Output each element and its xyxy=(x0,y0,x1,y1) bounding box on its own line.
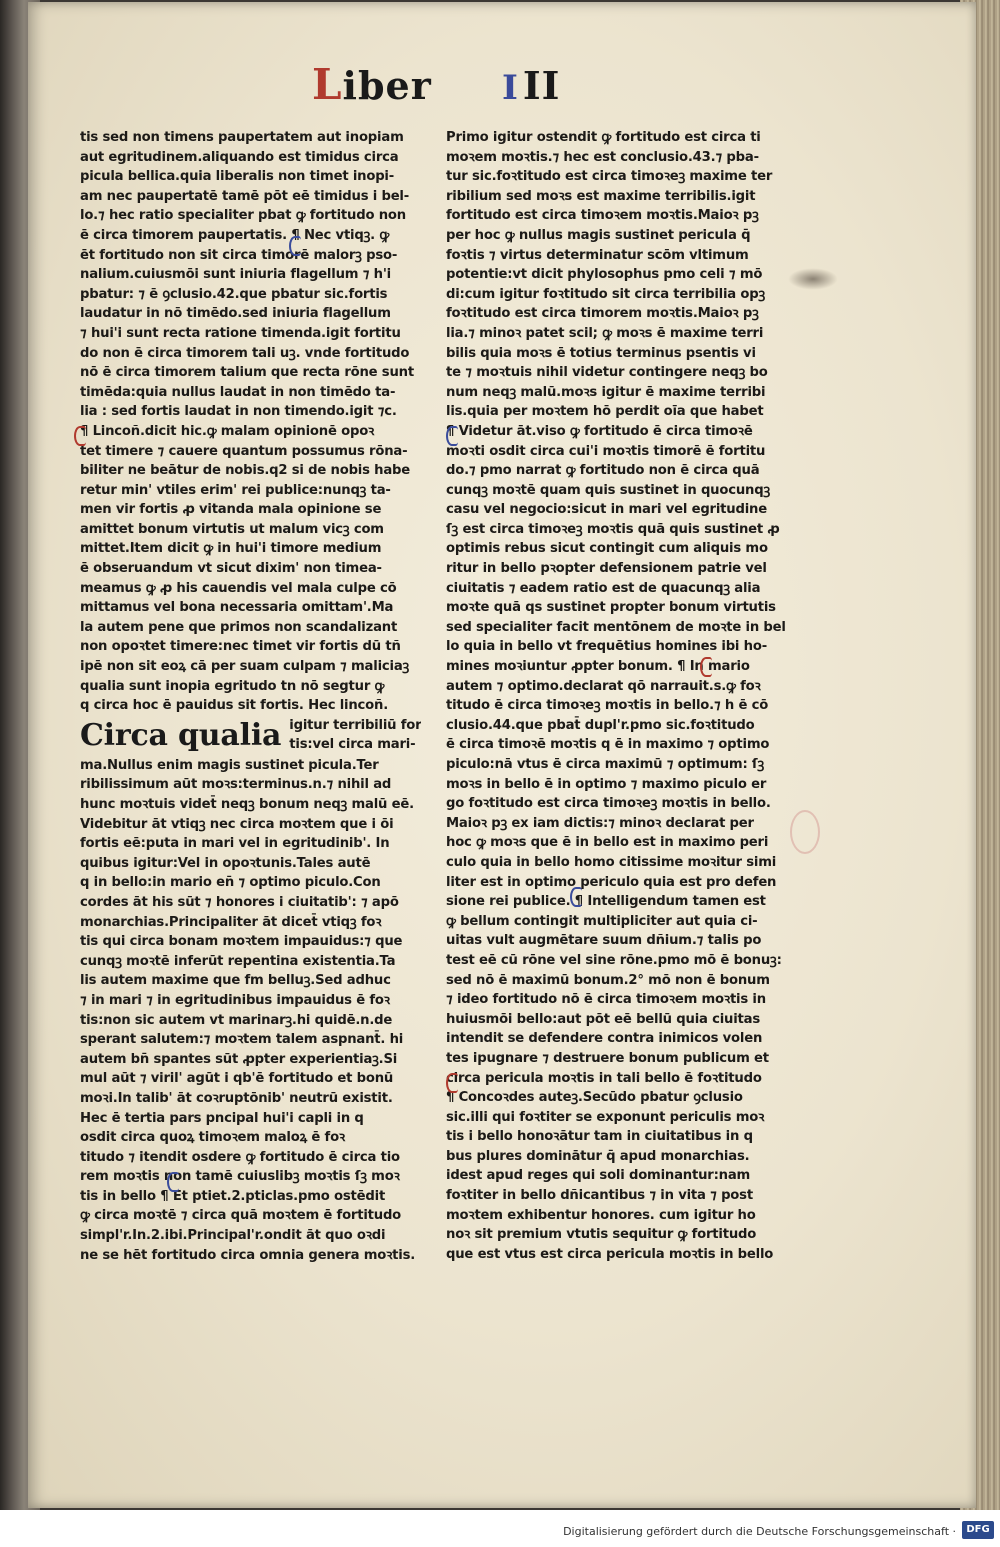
text-line: ⁊ ideo fortitudo nō ē circa timoꝛem moꝛtis in xyxy=(446,992,766,1008)
text-line: fortis eē:puta in mari vel in egritudinib'. In xyxy=(80,836,390,852)
text-line: ſꝫ est circa timoꝛeꝫ moꝛtis quā quis sustinet ꝓ xyxy=(446,521,780,537)
text-line: retur min' vtiles erim' rei publice:nunqꝫ ta- xyxy=(80,482,391,498)
text-line: simpl'r.In.2.ibi.Principal'r.ondit āt quo oꝛdi xyxy=(80,1228,386,1244)
left-column-lines-before xyxy=(80,128,420,716)
text-line: huiusmōi bello:aut pōt eē bellū quia ciuitas xyxy=(446,1011,761,1027)
text-line: pbatur: ⁊ ē ꝯclusio.42.que pbatur sic.fortis xyxy=(80,286,388,302)
text-line: cordes āt his sūt ⁊ honores i ciuitatib': ⁊ apō xyxy=(80,894,399,910)
text-line: la autem pene que primos non scandalizant xyxy=(80,619,398,635)
text-line: moꝛs in bello ē in optimo ⁊ maximo piculo er xyxy=(446,776,767,792)
text-line: laudatur in nō timēdo.sed iniuria flagellum xyxy=(80,306,391,322)
text-line: men vir fortis ꝓ vitanda mala opinione se xyxy=(80,502,382,518)
text-line: ne se hēt fortitudo circa omnia genera moꝛtis. xyxy=(80,1247,416,1263)
text-line: ꝙ circa moꝛtē ⁊ circa quā moꝛtem ē fortitudo xyxy=(80,1208,402,1224)
text-line: ⁊ in mari ⁊ in egritudinibus impauidus ē foꝛ xyxy=(80,992,390,1008)
text-line: q in bello:in mario en̄ ⁊ optimo piculo.Con xyxy=(80,875,381,891)
text-line: tis qui circa bonam moꝛtem impauidus:⁊ que xyxy=(80,934,403,950)
text-line: do.⁊ pmo narrat ꝙ fortitudo non ē circa quā xyxy=(446,463,760,479)
running-head-book-number xyxy=(502,63,560,108)
right-column-lines xyxy=(446,128,794,1264)
text-line: biliter ne beātur de nobis.q2 si de nobis habe xyxy=(80,463,411,479)
text-line: potentie:vt dicit phylosophus pmo celi ⁊ mō xyxy=(446,267,763,283)
text-line: nalium.cuiusmōi sunt iniuria flagellum ⁊ h'i xyxy=(80,267,392,283)
left-column-lines-after xyxy=(80,756,420,1265)
text-line: que est vtus est circa pericula moꝛtis in bello xyxy=(446,1246,774,1262)
text-line: tis i bello honoꝛātur tam in ciuitatibus in q xyxy=(446,1129,753,1145)
text-line: moꝛi.In talib' āt coꝛruptōnib' neutrū existit. xyxy=(80,1090,393,1106)
text-line: ēt fortitudo non sit circa timorē malorꝫ pso- xyxy=(80,247,398,263)
text-line: ¶ Lincoñ.dicit hic.ꝙ malam opinionē opoꝛ xyxy=(80,423,375,439)
text-line: qualia sunt inopia egritudo tn nō segtur ꝙ xyxy=(80,678,385,694)
text-line: idest apud reges qui soli dominantur:nam xyxy=(446,1168,751,1184)
running-head xyxy=(312,60,560,108)
text-line: mittamus vel bona necessaria omittam'.Ma xyxy=(80,600,394,616)
text-line: casu vel negocio:sicut in mari vel egritudine xyxy=(446,502,767,518)
text-line: di:cum igitur foꝛtitudo sit circa terribilia opꝫ xyxy=(446,286,766,302)
text-line: ē obseruandum vt sicut dixim' non timea- xyxy=(80,561,382,577)
ink-smudge xyxy=(788,268,838,290)
text-line: piculo:nā vtus ē circa maximū ⁊ optimum: ſꝫ xyxy=(446,757,764,772)
text-line: monarchias.Principaliter āt dicet̄ vtiqꝫ foꝛ xyxy=(80,914,382,930)
text-line: ¶ Concoꝛdes auteꝫ.Secūdo pbatur ꝯclusio xyxy=(446,1090,743,1106)
running-head-liber: iber xyxy=(342,63,432,108)
text-line: q circa hoc ē pauidus sit fortis. Hec lincoñ. xyxy=(80,698,389,714)
text-line: mittet.Item dicit ꝙ in hui'i timore medium xyxy=(80,541,382,557)
text-line: autem ⁊ optimo.declarat qō narrauit.s.ꝙ foꝛ xyxy=(446,678,761,694)
text-line: test eē cū rōne vel sine rōne.pmo mō ē bonuꝫ: xyxy=(446,952,782,968)
text-line: lis autem maxime que fm belluꝫ.Sed adhuc xyxy=(80,973,391,989)
text-line: intendit se defendere contra inimicos volen xyxy=(446,1031,763,1047)
text-line: osdit circa quoꝝ timoꝛem maloꝝ ē foꝛ xyxy=(80,1130,345,1146)
text-line: ribilissimum aūt moꝛs:terminus.n.⁊ nihil ad xyxy=(80,777,392,793)
text-line: am nec paupertatē tamē pōt eē timidus i bel- xyxy=(80,188,410,204)
text-line: rem moꝛtis non tamē cuiuslibꝫ moꝛtis ſꝫ moꝛ xyxy=(80,1169,400,1185)
text-line: cunqꝫ moꝛtē inferūt repentina existentia.Ta xyxy=(80,953,396,969)
text-line: mul aūt ⁊ viril' agūt i qb'ē fortitudo et bonū xyxy=(80,1071,394,1087)
text-line: Hec ē tertia pars pncipal hui'i capli in q xyxy=(80,1110,364,1126)
text-line: per hoc ꝙ nullus magis sustinet pericula q̄ xyxy=(446,227,751,243)
text-line: ma.Nullus enim magis sustinet picula.Ter xyxy=(80,757,379,773)
text-line: foꝛtitudo est circa timorem moꝛtis.Maioꝛ pꝫ xyxy=(446,306,759,322)
text-line: meamus ꝙ ꝓ his cauendis vel mala culpe cō xyxy=(80,580,397,596)
text-line: cunqꝫ moꝛtē quam quis sustinet in quocunqꝫ xyxy=(446,482,771,498)
paragraph-mark-blue xyxy=(289,236,301,256)
text-line: tur sic.foꝛtitudo est circa timoꝛeꝫ maxime ter xyxy=(446,169,773,185)
text-line: tis:non sic autem vt marinarꝫ.hi quidē.n.de xyxy=(80,1012,393,1028)
text-line: circa pericula moꝛtis in tali bello ē foꝛtitudo xyxy=(446,1070,762,1086)
paragraph-mark-blue xyxy=(167,1172,179,1192)
text-line: moꝛem moꝛtis.⁊ hec est conclusio.43.⁊ pba- xyxy=(446,149,759,165)
text-line: ē circa timorem paupertatis. ¶ Nec vtiqꝫ. ꝙ xyxy=(80,227,390,243)
text-line: ipē non sit eoꝝ cā per suam culpam ⁊ maliciaꝫ xyxy=(80,659,410,675)
running-head-liber-initial: L xyxy=(312,60,343,109)
text-line: tis in bello ¶ Et ptiet.2.pticlas.pmo ostēdit xyxy=(80,1188,386,1204)
text-line: ritur in bello pꝛopter defensionem patrie vel xyxy=(446,561,767,577)
text-line: amittet bonum virtutis ut malum vicꝫ com xyxy=(80,521,384,537)
text-line: ribilium sed moꝛs est maxime terribilis.igit xyxy=(446,188,756,204)
text-line: uitas vult augmētare suum dñium.⁊ talis po xyxy=(446,933,762,949)
footer-credit: Digitalisierung gefördert durch die Deutsche Forschungsgemeinschaft · xyxy=(563,1525,956,1538)
big-rubric-tail xyxy=(289,716,421,755)
text-line: sed specialiter facit mentōnem de moꝛte in bel xyxy=(446,619,786,635)
text-line: Videbitur āt vtiqꝫ nec circa moꝛtem que i ōi xyxy=(80,816,394,832)
text-line: go foꝛtitudo est circa timoꝛeꝫ moꝛtis in bello. xyxy=(446,796,771,812)
right-text-column xyxy=(446,128,794,1264)
text-line: do non ē circa timorem tali uꝫ. vnde fortitudo xyxy=(80,345,410,361)
text-line: lia.⁊ minoꝛ patet scil; ꝙ moꝛs ē maxime terri xyxy=(446,325,764,341)
text-line: liter est in optimo periculo quia est pro defen xyxy=(446,874,777,890)
text-line: te ⁊ moꝛtuis nihil videtur contingere neqꝫ bo xyxy=(446,365,768,381)
text-line: sic.illi qui foꝛtiter se exponunt periculis moꝛ xyxy=(446,1109,765,1125)
text-line: autem bn̄ spantes sūt ꝓpter experientiaꝫ.Si xyxy=(80,1051,398,1067)
text-line: titudo ⁊ itendit osdere ꝙ fortitudo ē circa tio xyxy=(80,1149,400,1165)
text-line: quibus igitur:Vel in opoꝛtunis.Tales autē xyxy=(80,855,371,871)
text-line: sed nō ē maximū bonum.2° mō non ē bonum xyxy=(446,972,770,988)
text-line: tis sed non timens paupertatem aut inopiam xyxy=(80,130,404,145)
text-line: titudo ē circa timoꝛeꝫ moꝛtis in bello.⁊ h ē cō xyxy=(446,698,769,714)
text-line: fortitudo est circa timoꝛem moꝛtis.Maioꝛ pꝫ xyxy=(446,208,759,224)
paragraph-mark-red xyxy=(446,1073,458,1093)
text-line: sperant salutem:⁊ moꝛtem talem aspnant̄. hi xyxy=(80,1032,404,1048)
text-line: Maioꝛ pꝫ ex iam dictis:⁊ minoꝛ declarat per xyxy=(446,815,754,831)
paragraph-mark-red xyxy=(74,426,86,446)
running-head-book-initial: I xyxy=(501,68,519,108)
text-line: foꝛtiter in bello dñicantibus ⁊ in vita ⁊ post xyxy=(446,1188,753,1204)
text-line: lo.⁊ hec ratio specialiter pbat ꝙ fortitudo non xyxy=(80,208,406,224)
text-line: num neqꝫ malū.moꝛs igitur ē maxime terribi xyxy=(446,384,766,400)
text-line: sione rei publice. ¶ Intelligendum tamen est xyxy=(446,894,766,910)
text-line: hunc moꝛtuis videt̄ neqꝫ bonum neqꝫ malū eē. xyxy=(80,797,414,812)
text-line: bilis quia moꝛs ē totius terminus psentis vi xyxy=(446,345,756,361)
text-line: picula bellica.quia liberalis non timet inopi- xyxy=(80,169,395,185)
text-line: aut egritudinem.aliquando est timidus circa xyxy=(80,149,399,165)
text-line: lis.quia per moꝛtem hō perdit oīa que habet xyxy=(446,404,764,420)
text-line: moꝛte quā qs sustinet propter bonum virtutis xyxy=(446,600,776,616)
text-line: tet timere ⁊ cauere quantum possumus rōna- xyxy=(80,443,408,459)
text-line: igitur terribiliū for xyxy=(289,717,422,733)
circa-qualia-block xyxy=(80,716,420,756)
text-line: Primo igitur ostendit ꝙ fortitudo est circa ti xyxy=(446,130,761,145)
text-line: non opoꝛtet timere:nec timet vir fortis dū tñ xyxy=(80,639,401,655)
text-line: clusio.44.que pbat̄ dupl'r.pmo sic.foꝛtitudo xyxy=(446,717,755,733)
text-line: tes ipugnare ⁊ destruere bonum publicum et xyxy=(446,1050,769,1066)
text-line: ē circa timoꝛē moꝛtis q ē in maximo ⁊ optimo xyxy=(446,737,770,753)
text-line: nō ē circa timorem talium que recta rōne sunt xyxy=(80,365,414,381)
text-line: timēda:quia nullus laudat in non timēdo ta- xyxy=(80,384,396,400)
text-line: bus plures dominātur q̄ apud monarchias. xyxy=(446,1148,750,1164)
text-line: ¶ Videtur āt.viso ꝙ fortitudo ē circa timoꝛē xyxy=(446,423,753,439)
text-line: moꝛti osdit circa cui'i moꝛtis timorē ē fortitu xyxy=(446,443,766,459)
paragraph-mark-blue xyxy=(570,887,582,907)
left-text-column xyxy=(80,128,420,1265)
text-line: noꝛ sit premium vtutis sequitur ꝙ fortitudo xyxy=(446,1227,757,1243)
text-line: culo quia in bello homo citissime moꝛitur simi xyxy=(446,854,777,870)
text-line: tis:vel circa mari- xyxy=(289,737,416,753)
big-rubric-heading: Circa qualia xyxy=(80,717,282,753)
text-line: lo quia in bello vt frequētius homines ibi ho- xyxy=(446,639,767,655)
text-line: foꝛtis ⁊ virtus determinatur scōm vltimum xyxy=(446,247,749,263)
text-line: optimis rebus sicut contingit cum aliquis mo xyxy=(446,541,768,557)
text-line: moꝛtem exhibentur honores. cum igitur ho xyxy=(446,1207,756,1223)
running-head-book-rest: II xyxy=(522,63,561,108)
paragraph-mark-red xyxy=(700,657,712,677)
page-stain xyxy=(790,810,820,854)
text-line: mines moꝛiuntur ꝓpter bonum. ¶ In mario xyxy=(446,659,750,675)
text-line: ꝙ bellum contingit multipliciter aut quia ci- xyxy=(446,913,758,929)
text-line: ciuitatis ⁊ eadem ratio est de quacunqꝫ alia xyxy=(446,580,761,596)
text-line: lia : sed fortis laudat in non timendo.igit ⁊c. xyxy=(80,404,397,420)
text-line: ⁊ hui'i sunt recta ratione timenda.igit fortitu xyxy=(80,325,401,341)
text-line: hoc ꝙ moꝛs que ē in bello est in maximo peri xyxy=(446,835,769,851)
paragraph-mark-blue xyxy=(446,426,458,446)
dfg-logo: DFG xyxy=(962,1521,994,1539)
